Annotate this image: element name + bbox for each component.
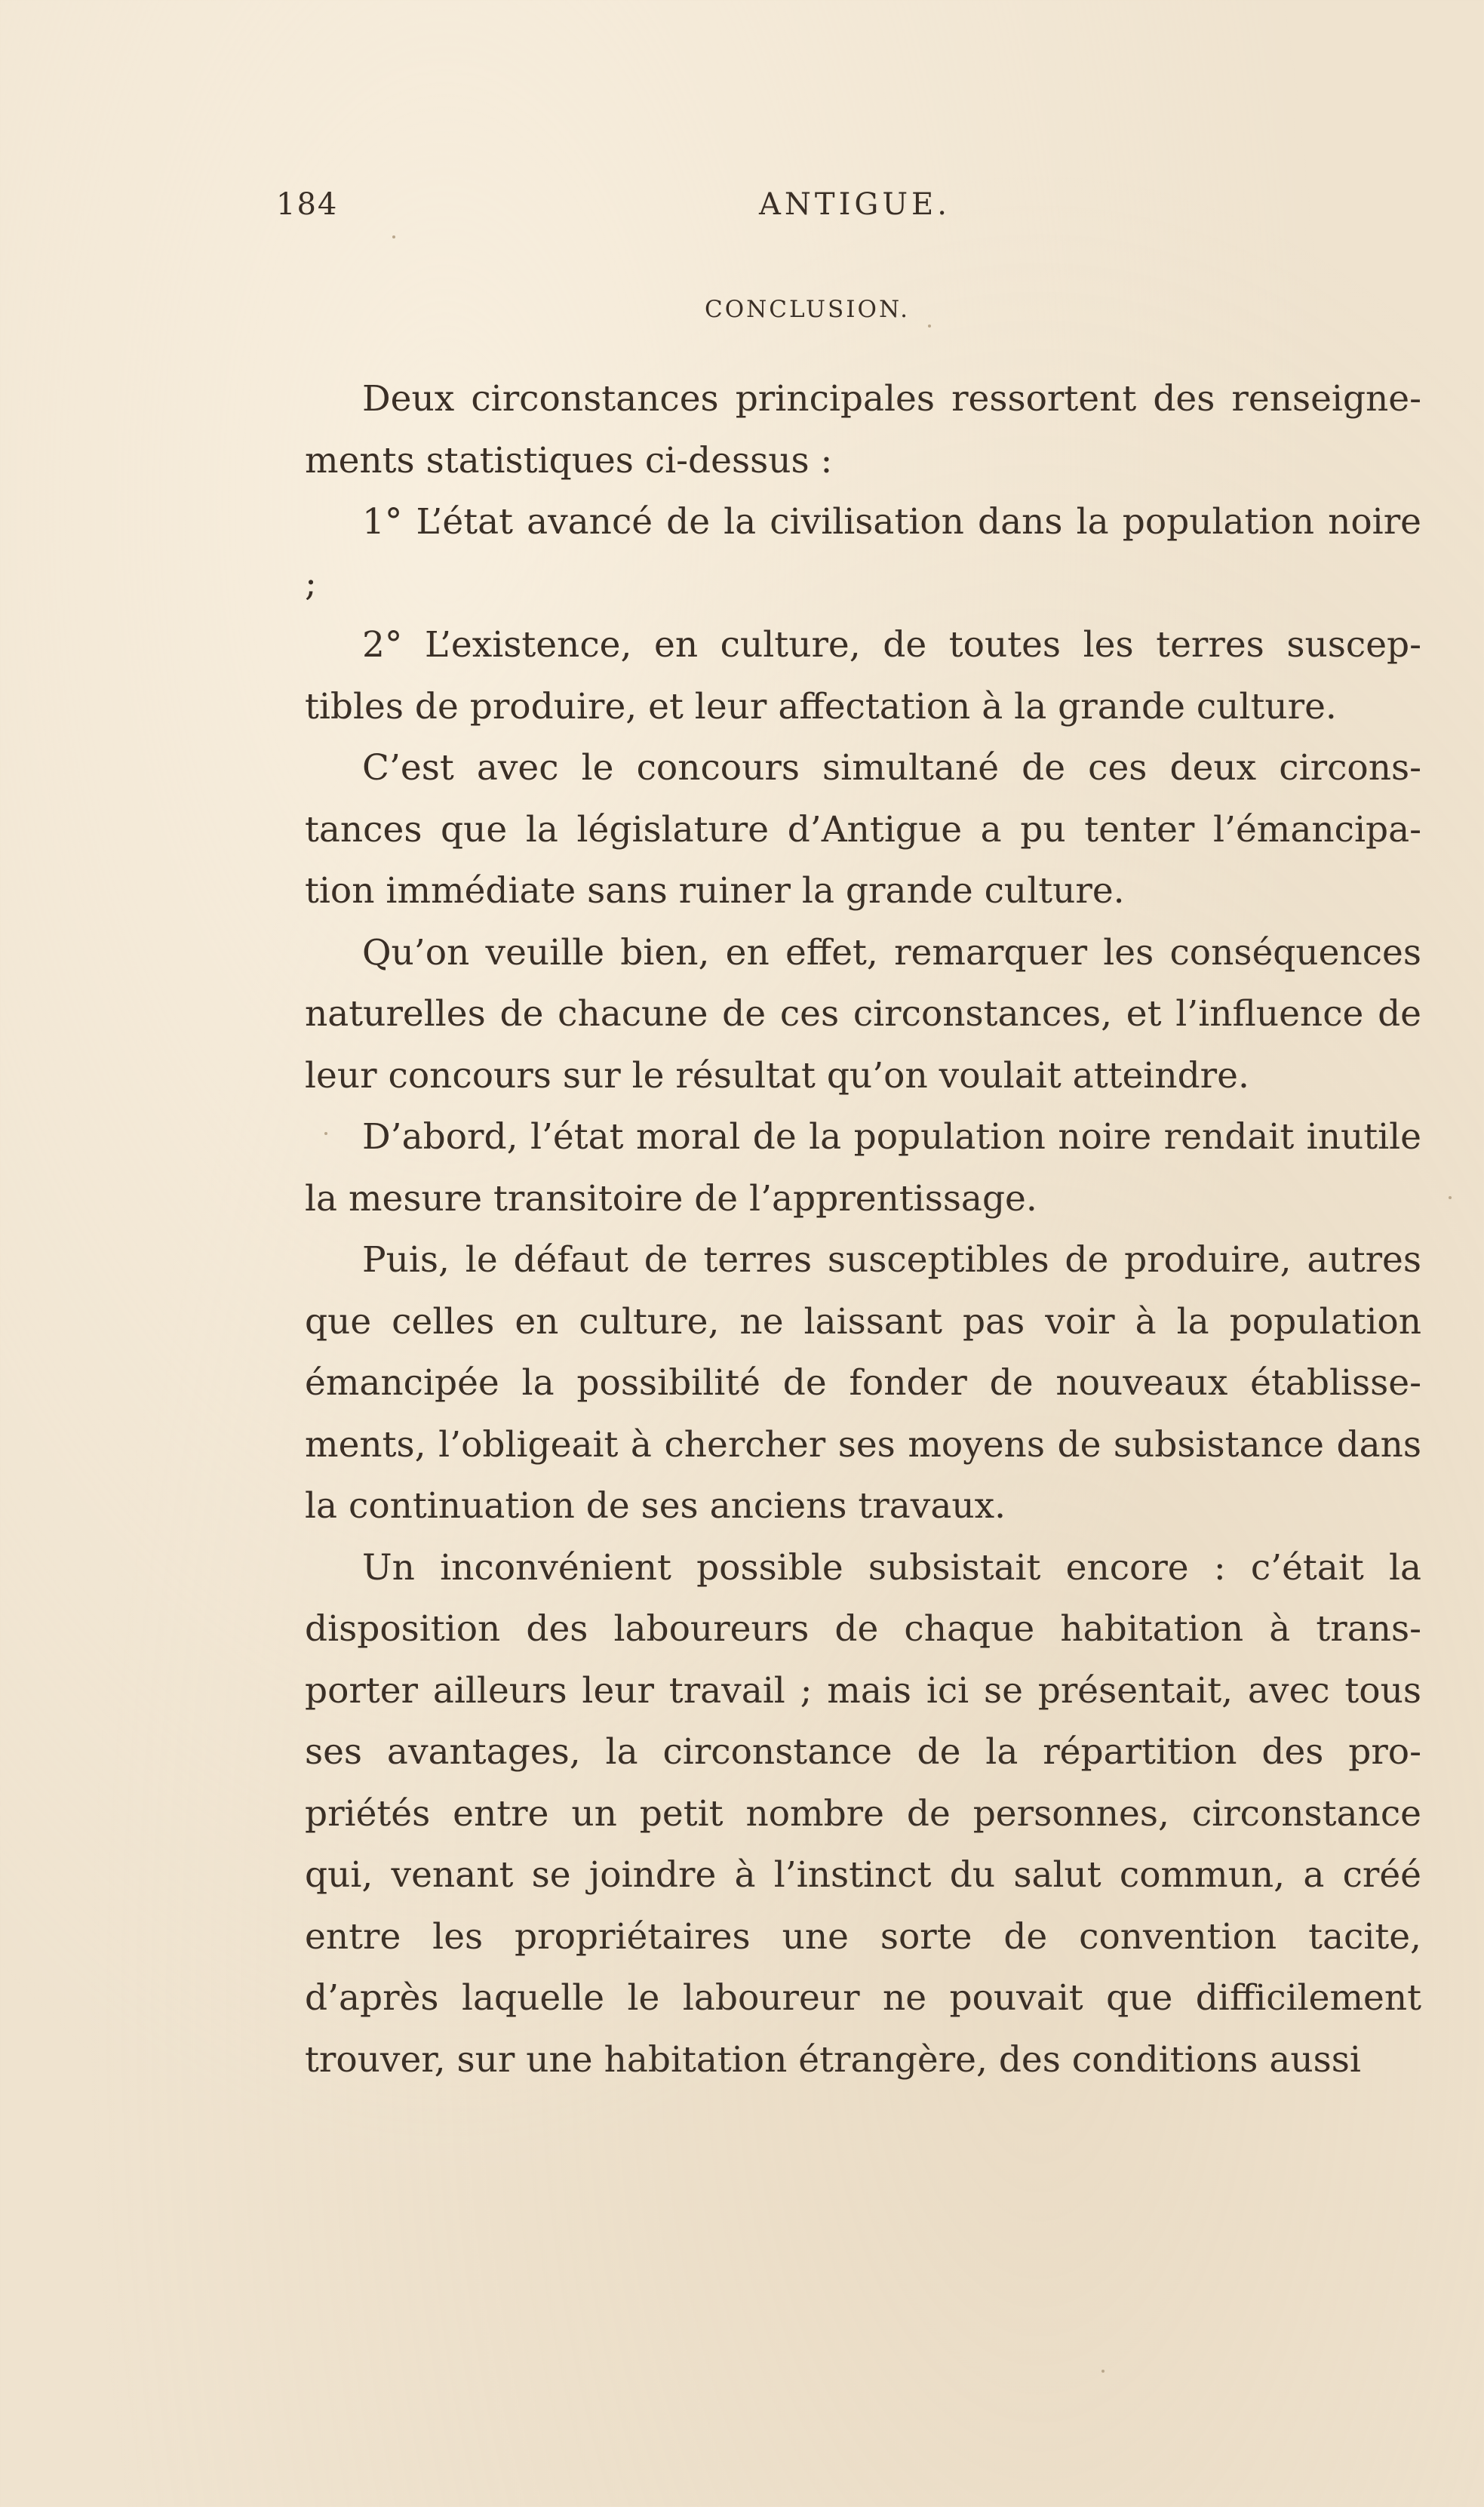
section-title: CONCLUSION. [705, 296, 910, 323]
paper-speck [1101, 2370, 1105, 2373]
page-number: 184 [276, 187, 339, 222]
body-text [305, 368, 1421, 2090]
paragraph: Puis, le défaut de terres susceptibles de produire, autres que celles en culture, ne laissant pas voir à la population émancipée la possibilité de fonder de nouveaux établisse-ments, l’obligeait à chercher ses moyens de subsistance dans la continuation de ses anciens travaux. [305, 1239, 1421, 1527]
paragraph: Un inconvénient possible subsistait encore : c’était la disposition des laboureurs de chaque habitation à trans-porter ailleurs leur travail ; mais ici se présentait, avec tous ses avantages, la circonstance de la répartition des pro-priétés entre un petit nombre de personnes, circonstance qui, venant se joindre à l’instinct du salut commun, a créé entre les propriétaires une sorte de convention tacite, d’après laquelle le laboureur ne pouvait que difficilement trouver, sur une habitation étrangère, des conditions aussi [305, 1546, 1421, 2081]
paper-speck [1449, 1196, 1452, 1199]
paragraph: 1° L’état avancé de la civilisation dans la population noire ; [305, 501, 1421, 604]
paragraph: C’est avec le concours simultané de ces deux circons-tances que la législature d’Antigue a pu tenter l’émancipa-tion immédiate sans ruiner la grande culture. [305, 747, 1421, 912]
paper-speck [392, 235, 395, 238]
paragraph: D’abord, l’état moral de la population noire rendait inutile la mesure transitoire de l’apprentissage. [305, 1116, 1421, 1220]
paper-speck [928, 325, 931, 328]
running-title: ANTIGUE. [759, 187, 951, 222]
paragraph: Qu’on veuille bien, en effet, remarquer les conséquences naturelles de chacune de ces circonstances, et l’influence de leur concours sur le résultat qu’on voulait atteindre. [305, 931, 1421, 1097]
running-head [276, 187, 1423, 232]
paragraph: 2° L’existence, en culture, de toutes les terres suscep-tibles de produire, et leur affectation à la grande culture. [305, 624, 1421, 727]
paper-speck [324, 1132, 327, 1135]
paragraph: Deux circonstances principales ressortent des renseigne-ments statistiques ci-dessus : [305, 378, 1421, 481]
